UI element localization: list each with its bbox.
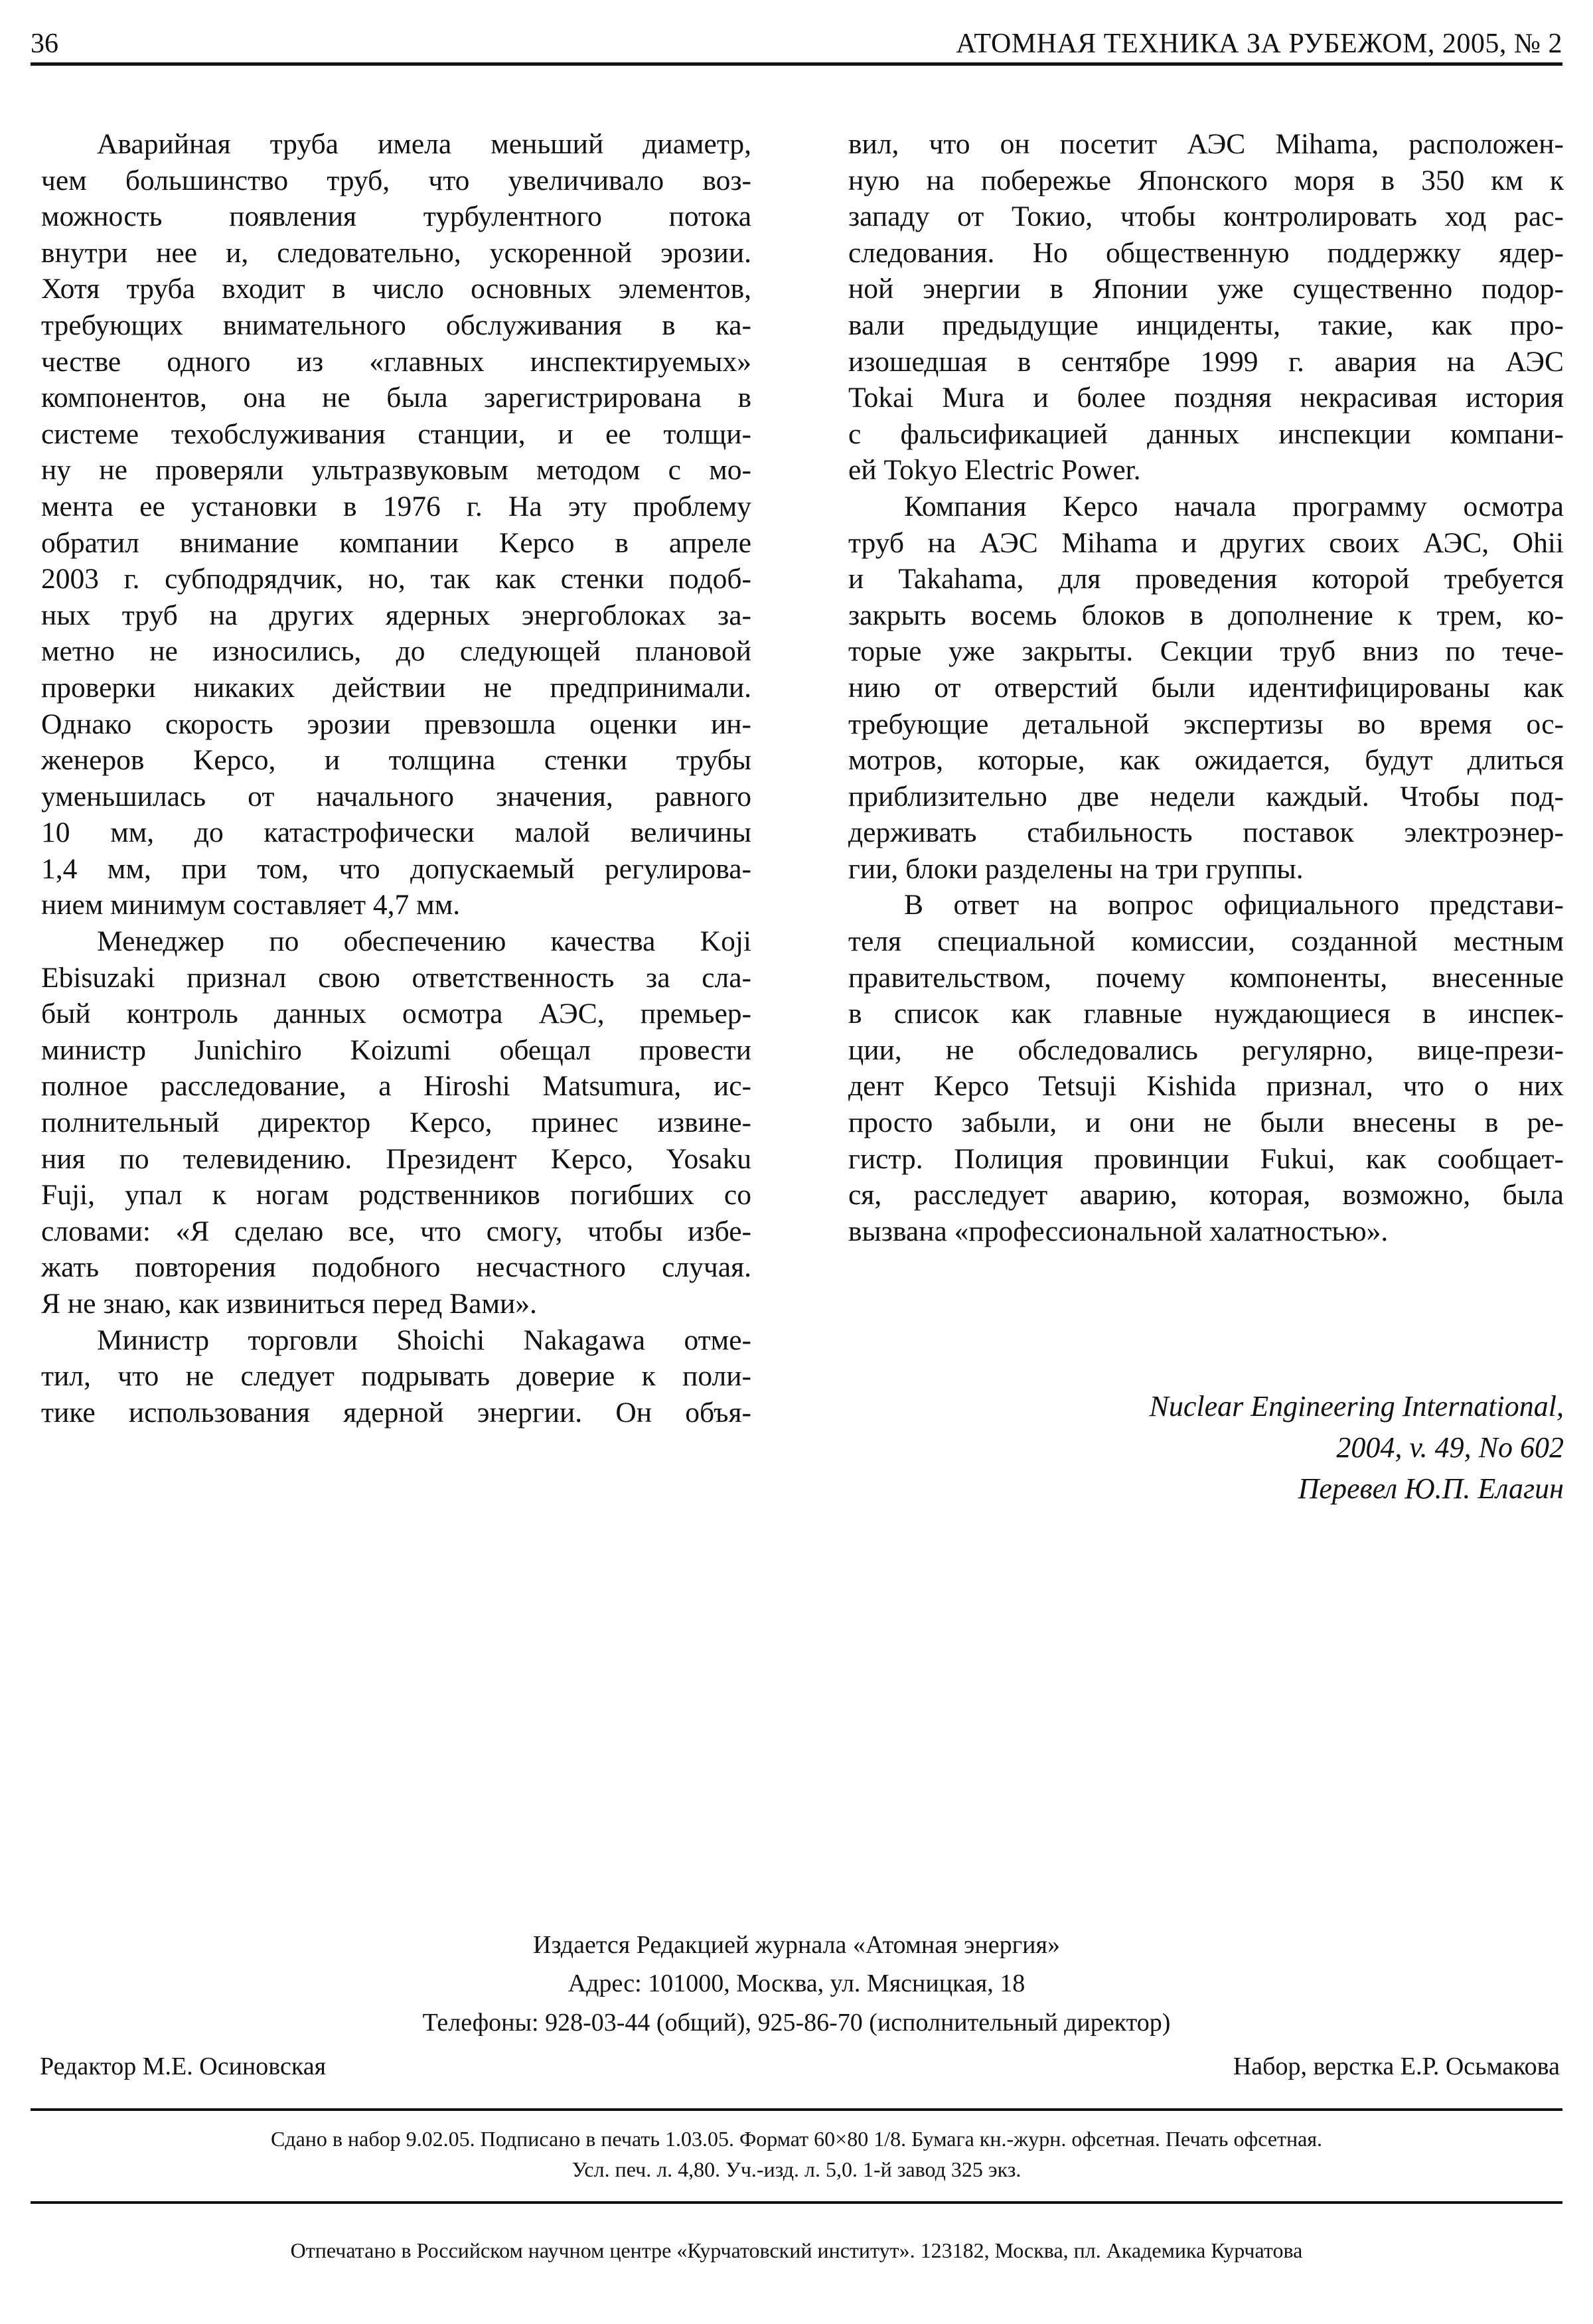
text-line: дент Kepco Tetsuji Kishida признал, что о них <box>848 1070 1564 1103</box>
printer-line: Отпечатано в Российском научном центре «Курчатовский институт». 123182, Москва, пл. Академика Курчатова <box>290 2238 1303 2262</box>
text-line: Хотя труба входит в число основных элементов, <box>41 273 751 305</box>
address-line: Адрес: 101000, Москва, ул. Мясницкая, 18 <box>568 1970 1025 1997</box>
journal-title: АТОМНАЯ ТЕХНИКА ЗА РУБЕЖОМ, 2005, № 2 <box>956 29 1562 59</box>
imprint-divider-bottom <box>31 2201 1562 2204</box>
article-column-right <box>848 126 1564 1249</box>
text-line: жать повторения подобного несчастного случая. <box>41 1251 751 1284</box>
text-line: ну не проверяли ультразвуковым методом с мо- <box>41 454 751 487</box>
article-column-left <box>41 126 751 1431</box>
text-line: приблизительно две недели каждый. Чтобы под- <box>848 780 1564 813</box>
print-details-line2: Усл. печ. л. 4,80. Уч.-изд. л. 5,0. 1-й завод 325 экз. <box>571 2157 1022 2181</box>
text-line: женеров Kepco, и толщина стенки трубы <box>41 744 751 777</box>
text-line: западу от Токио, чтобы контролировать ход рас- <box>848 200 1564 233</box>
text-line: полное расследование, а Hiroshi Matsumura, ис- <box>41 1070 751 1103</box>
text-line: теля специальной комиссии, созданной местным <box>848 925 1564 958</box>
text-line: держивать стабильность поставок электроэнер- <box>848 816 1564 849</box>
text-line: Аварийная труба имела меньший диаметр, <box>97 128 751 160</box>
text-line: Tokai Mura и более поздняя некрасивая история <box>848 382 1564 414</box>
text-line: требующие детальной экспертизы во время ос- <box>848 708 1564 740</box>
text-line: бый контроль данных осмотра АЭС, премьер- <box>41 998 751 1030</box>
text-line: полнительный директор Kepco, принес извине- <box>41 1107 751 1139</box>
text-line: тил, что не следует подрывать доверие к поли- <box>41 1360 751 1393</box>
text-line: компонентов, она не была зарегистрирована в <box>41 382 751 414</box>
text-line: ния по телевидению. Президент Kepco, Yosaku <box>41 1142 751 1175</box>
running-head <box>31 24 1562 64</box>
text-line: с фальсификацией данных инспекции компани- <box>848 418 1564 450</box>
text-line: правительством, почему компоненты, внесенные <box>848 961 1564 994</box>
text-line: 1,4 мм, при том, что допускаемый регулирова- <box>41 852 751 885</box>
text-line: проверки никаких действии не предпринимали. <box>41 671 751 704</box>
text-line: мотров, которые, как ожидается, будут длиться <box>848 744 1564 777</box>
text-line: системе техобслуживания станции, и ее толщи- <box>41 418 751 450</box>
text-line: нием минимум составляет 4,7 мм. <box>41 889 461 921</box>
publisher-line: Издается Редакцией журнала «Атомная энергия» <box>533 1931 1060 1959</box>
text-line: обратил внимание компании Kepco в апреле <box>41 526 751 559</box>
text-line: Министр торговли Shoichi Nakagawa отме- <box>97 1324 751 1356</box>
text-line: изошедшая в сентябре 1999 г. авария на АЭС <box>848 345 1564 378</box>
text-line: тике использования ядерной энергии. Он объя- <box>41 1396 751 1429</box>
text-line: гистр. Полиция провинции Fukui, как сообщает- <box>848 1142 1564 1175</box>
text-line: труб на АЭС Mihama и других своих АЭС, Ohii <box>848 526 1564 559</box>
text-line: словами: «Я сделаю все, что смогу, чтобы избе- <box>41 1215 751 1247</box>
text-line: просто забыли, и они не были внесены в ре- <box>848 1107 1564 1139</box>
text-line: Менеджер по обеспечению качества Koji <box>97 925 751 958</box>
text-line: вали предыдущие инциденты, такие, как про- <box>848 309 1564 341</box>
header-divider <box>31 62 1562 66</box>
text-line: вызвана «профессиональной халатностью». <box>848 1215 1389 1247</box>
text-line: требующих внимательного обслуживания в ка- <box>41 309 751 341</box>
print-details-line1: Сдано в набор 9.02.05. Подписано в печать 1.03.05. Формат 60×80 1/8. Бумага кн.-журн. офсетная. Печать офсетная. <box>270 2127 1323 2151</box>
text-line: честве одного из «главных инспектируемых» <box>41 345 751 378</box>
phones-line: Телефоны: 928-03-44 (общий), 925-86-70 (исполнительный директор) <box>422 2009 1171 2037</box>
imprint-divider-top <box>31 2108 1562 2111</box>
editor-credit: Редактор М.Е. Осиновская <box>40 2053 327 2080</box>
text-line: ей Tokyo Electric Power. <box>848 454 1141 487</box>
text-line: 2003 г. субподрядчик, но, так как стенки подоб- <box>41 563 751 595</box>
text-line: ной энергии в Японии уже существенно подор- <box>848 273 1564 305</box>
text-line: можность появления турбулентного потока <box>41 200 751 233</box>
text-line: министр Junichiro Koizumi обещал провести <box>41 1034 751 1066</box>
text-line: ную на побережье Японского моря в 350 км к <box>848 164 1564 196</box>
text-line: В ответ на вопрос официального представи- <box>904 889 1564 921</box>
text-line: Однако скорость эрозии превзошла оценки ин- <box>41 708 751 740</box>
text-line: мента ее установки в 1976 г. На эту проблему <box>41 490 751 522</box>
text-line: в список как главные нуждающиеся в инспек- <box>848 998 1564 1030</box>
text-line: Ebisuzaki признал свою ответственность за сла- <box>41 961 751 994</box>
source-attribution <box>1150 1386 1564 1510</box>
text-line: Компания Kepco начала программу осмотра <box>904 490 1564 522</box>
translator-credit: Перевел Ю.П. Елагин <box>1298 1472 1564 1505</box>
text-line: следования. Но общественную поддержку ядер- <box>848 236 1564 269</box>
text-line: ции, не обследовались регулярно, вице-прези- <box>848 1034 1564 1066</box>
text-line: торые уже закрыты. Секции труб вниз по тече- <box>848 635 1564 668</box>
source-issue: 2004, v. 49, No 602 <box>1336 1431 1564 1464</box>
text-line: ных труб на других ядерных энергоблоках за- <box>41 599 751 631</box>
text-line: Я не знаю, как извиниться перед Вами». <box>41 1288 537 1320</box>
source-journal: Nuclear Engineering International, <box>1149 1390 1564 1423</box>
text-line: 10 мм, до катастрофически малой величины <box>41 816 751 849</box>
text-line: вил, что он посетит АЭС Mihama, расположен- <box>848 128 1564 160</box>
text-line: уменьшилась от начального значения, равного <box>41 780 751 813</box>
text-line: нию от отверстий были идентифицированы как <box>848 671 1564 704</box>
typesetting-credit: Набор, верстка Е.Р. Осьмакова <box>1233 2053 1560 2080</box>
text-line: Fuji, упал к ногам родственников погибших со <box>41 1179 751 1211</box>
text-line: и Takahama, для проведения которой требуется <box>848 563 1564 595</box>
text-line: ся, расследует аварию, которая, возможно, была <box>848 1179 1564 1211</box>
text-line: закрыть восемь блоков в дополнение к трем, ко- <box>848 599 1564 631</box>
text-line: чем большинство труб, что увеличивало воз- <box>41 164 751 196</box>
text-line: гии, блоки разделены на три группы. <box>848 852 1304 885</box>
text-line: метно не износились, до следующей плановой <box>41 635 751 668</box>
text-line: внутри нее и, следовательно, ускоренной эрозии. <box>41 236 751 269</box>
page-number: 36 <box>31 29 58 59</box>
